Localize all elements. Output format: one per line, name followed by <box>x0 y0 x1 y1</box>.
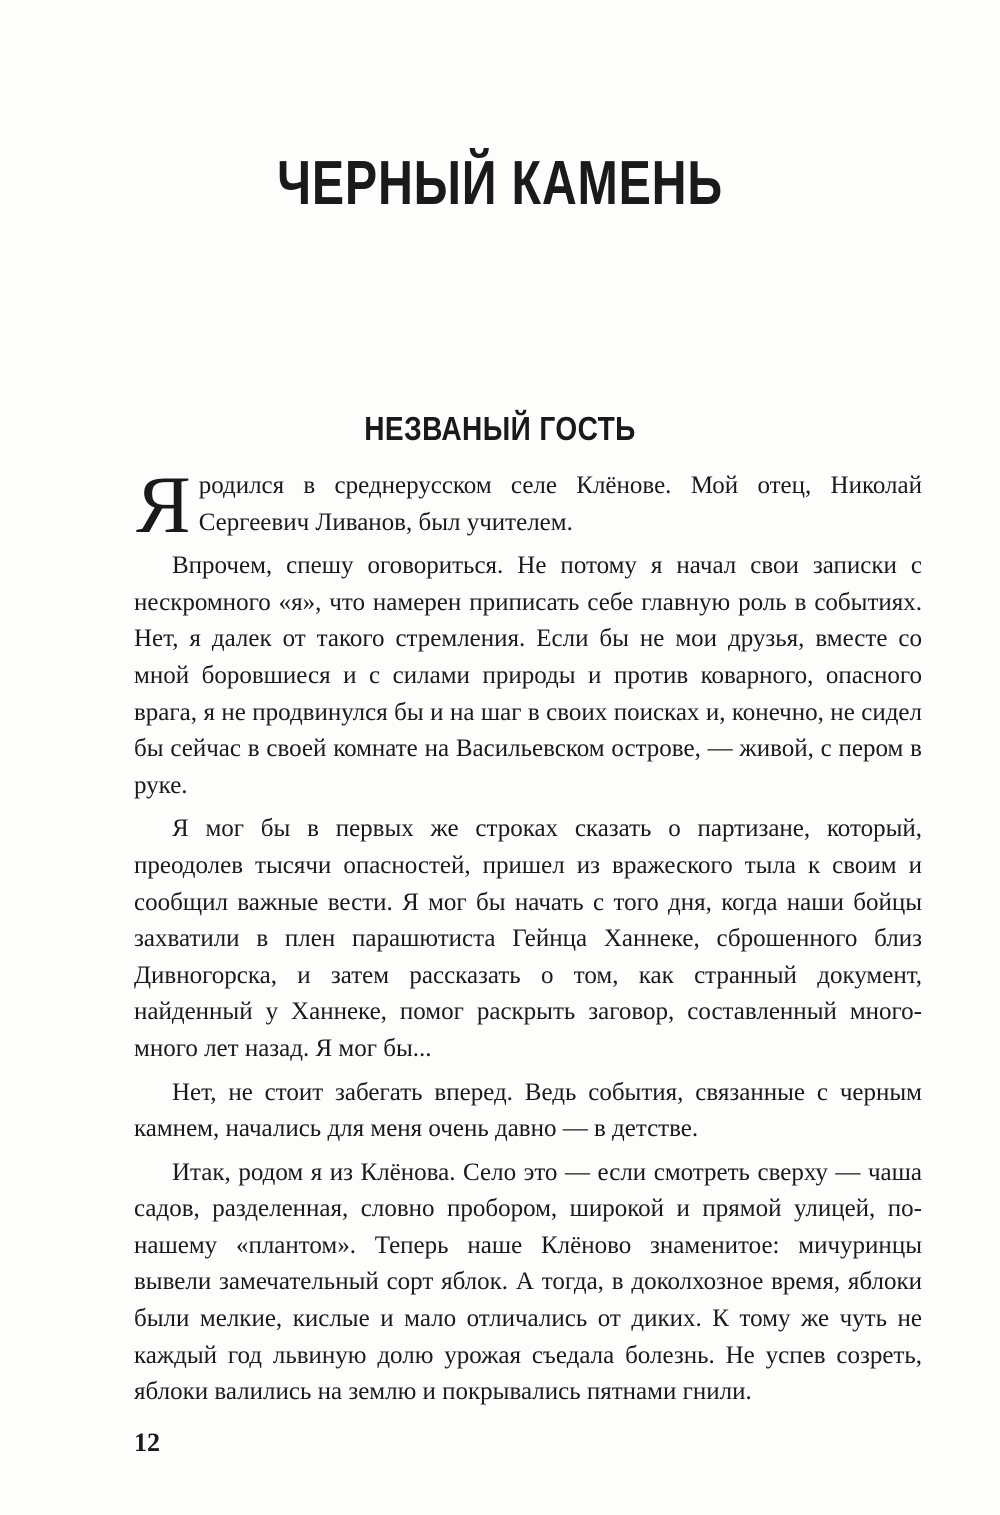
paragraph: Итак, родом я из Клёнова. Село это — если смотреть сверху — чаша садов, разделенная, словно пробором, широкой и прямой улицей, по-нашему «плантом». Теперь наше Клёново знаменитое: мичуринцы вывели замечательный сорт яблок. А тогда, в доколхозное время, яблоки были мелкие, кислые и мало отличались от диких. К тому же чуть не каждый год львиную долю урожая съедала болезнь. Не успев созреть, яблоки валились на землю и покрывались пятнами гнили. <box>134 1158 922 1406</box>
drop-cap: Я <box>136 459 191 550</box>
paragraph-1-text: родился в среднерусском селе Клёнове. Мой отец, Николай Сергеевич Ливанов, был учителем. <box>198 472 922 536</box>
body-text <box>134 459 922 1418</box>
page-number: 12 <box>134 1428 160 1457</box>
paragraph: Впрочем, спешу оговориться. Не потому я начал свои записки с нескромного «я», что намерен приписать себе главную роль в событиях. Нет, я далек от такого стремления. Если бы не мои друзья, вместе со мной боровшиеся и с силами природы и против коварного, опасного врага, я не продвинулся бы и на шаг в своих поисках и, конечно, не сидел бы сейчас в своей комнате на Васильевском острове, — живой, с пером в руке. <box>134 552 922 799</box>
chapter-title: НЕЗВАНЫЙ ГОСТЬ <box>364 410 636 447</box>
book-title: ЧЕРНЫЙ КАМЕНЬ <box>277 149 723 218</box>
paragraph: Я мог бы в первых же строках сказать о партизане, который, преодолев тысячи опасностей, пришел из вражеского тыла к своим и сообщил важные вести. Я мог бы начать с того дня, когда наши бойцы захватили в плен парашютиста Гейнца Ханнеке, сброшенного близ Дивногорска, и затем рассказать о том, как странный документ, найденный у Ханнеке, помог раскрыть заговор, составленный много-много лет назад. Я мог бы... <box>134 815 922 1062</box>
paragraph: Нет, не стоит забегать вперед. Ведь события, связанные с черным камнем, начались для меня очень давно — в детстве. <box>134 1078 922 1143</box>
paragraph-1 <box>134 459 922 550</box>
